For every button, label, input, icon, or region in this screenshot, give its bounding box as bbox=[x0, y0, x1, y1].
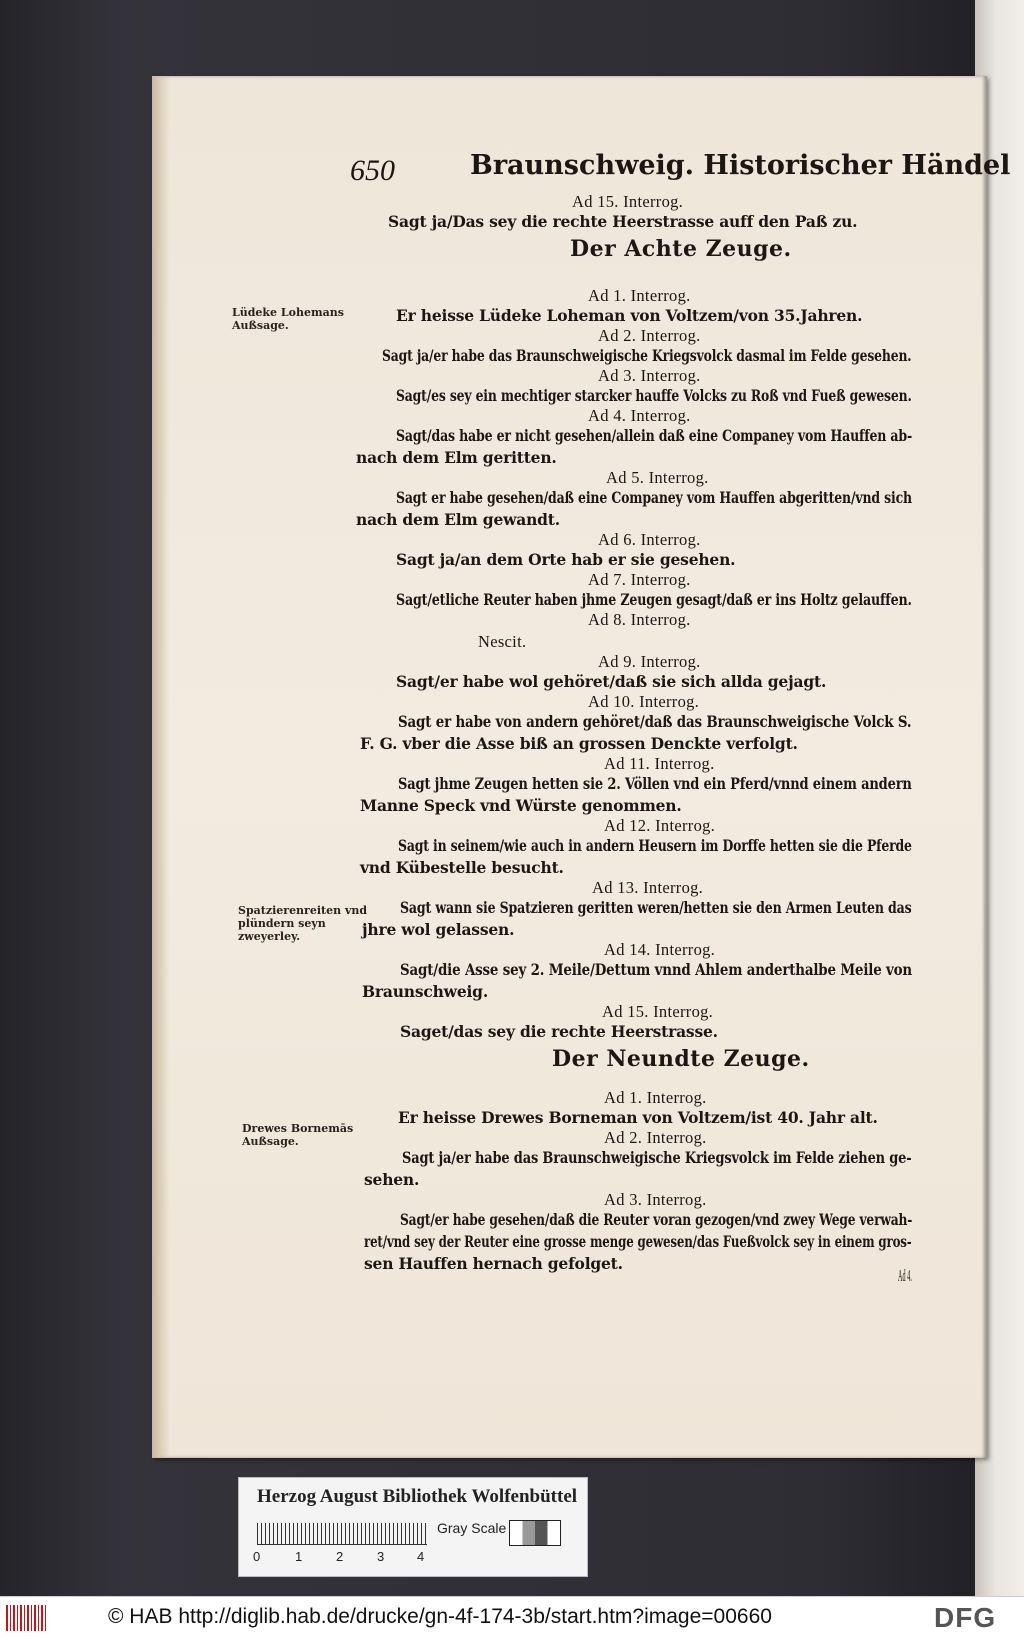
catchword: Ad 4. bbox=[898, 1266, 913, 1285]
body-line: Saget/das sey die rechte Heerstrasse. bbox=[400, 1022, 718, 1041]
body-line: sen Hauffen hernach gefolget. bbox=[364, 1254, 623, 1273]
body-line: Sagt jhme Zeugen hetten sie 2. Völlen vnd ein Pferd/vnnd einem andern bbox=[398, 774, 912, 793]
barcode-icon bbox=[6, 1605, 46, 1631]
body-line: Er heisse Lüdeke Loheman von Voltzem/von 35.Jahren. bbox=[396, 306, 863, 325]
body-line: Ad 13. Interrog. bbox=[592, 878, 704, 897]
book-page bbox=[152, 76, 1011, 1458]
ruler-tick: 1 bbox=[295, 1549, 303, 1564]
body-line: Ad 8. Interrog. bbox=[588, 610, 691, 629]
body-line: Ad 14. Interrog. bbox=[604, 940, 716, 959]
footer-bar bbox=[0, 1596, 1024, 1637]
ruler bbox=[257, 1523, 427, 1545]
ruler-tick: 4 bbox=[417, 1549, 425, 1564]
body-line: Sagt in seinem/wie auch in andern Heusern im Dorffe hetten sie die Pferde bbox=[398, 836, 912, 855]
body-line: Ad 1. Interrog. bbox=[588, 286, 691, 305]
section-heading: Der Neundte Zeuge. bbox=[552, 1046, 810, 1072]
ruler-tick: 2 bbox=[336, 1549, 344, 1564]
body-line: F. G. vber die Asse biß an grossen Denckte verfolgt. bbox=[360, 734, 798, 753]
dfg-logo: DFG bbox=[934, 1602, 997, 1633]
body-line: Sagt/er habe gesehen/daß die Reuter voran gezogen/vnd zwey Wege verwah- bbox=[400, 1210, 913, 1229]
body-line: Ad 3. Interrog. bbox=[598, 366, 701, 385]
body-line: Sagt ja/er habe das Braunschweigische Kriegsvolck dasmal im Felde gesehen. bbox=[382, 346, 912, 365]
body-line: Sagt ja/er habe das Braunschweigische Kriegsvolck im Felde ziehen ge- bbox=[402, 1148, 912, 1167]
section-heading: Der Achte Zeuge. bbox=[570, 236, 792, 262]
body-line: Er heisse Drewes Borneman von Voltzem/ist 40. Jahr alt. bbox=[398, 1108, 878, 1127]
body-line: Sagt er habe gesehen/daß eine Companey vom Hauffen abgeritten/vnd sich bbox=[396, 488, 912, 507]
gray-scale-swatch bbox=[509, 1520, 561, 1546]
body-line: Braunschweig. bbox=[362, 982, 489, 1001]
body-line: nach dem Elm geritten. bbox=[356, 448, 557, 467]
body-line: Ad 2. Interrog. bbox=[598, 326, 701, 345]
body-line: Ad 7. Interrog. bbox=[588, 570, 691, 589]
body-line: Ad 10. Interrog. bbox=[588, 692, 700, 711]
body-line: Ad 4. Interrog. bbox=[588, 406, 691, 425]
margin-note: Drewes Bornemās Außsage. bbox=[242, 1122, 354, 1148]
body-line: vnd Kübestelle besucht. bbox=[360, 858, 564, 877]
body-line: jhre wol gelassen. bbox=[362, 920, 515, 939]
scale-card bbox=[238, 1477, 588, 1577]
running-title: Braunschweig. Historischer Händel bbox=[470, 150, 1011, 181]
body-line: Nescit. bbox=[478, 632, 527, 651]
body-line: Sagt ja/an dem Orte hab er sie gesehen. bbox=[396, 550, 736, 569]
body-line: Ad 6. Interrog. bbox=[598, 530, 701, 549]
body-line: Sagt/er habe wol gehöret/daß sie sich allda gejagt. bbox=[396, 672, 827, 691]
body-line: Ad 15. Interrog. bbox=[602, 1002, 714, 1021]
card-title: Herzog August Bibliothek Wolfenbüttel bbox=[257, 1486, 578, 1507]
body-line: Ad 11. Interrog. bbox=[604, 754, 715, 773]
ruler-tick: 0 bbox=[253, 1549, 261, 1564]
body-line: ret/vnd sey der Reuter eine grosse menge gewesen/das Fueßvolck sey in einem gros- bbox=[364, 1232, 912, 1251]
body-line: Sagt er habe von andern gehöret/daß das Braunschweigische Volck S. bbox=[398, 712, 912, 731]
margin-note: Spatzierenreiten vnd plündern seyn zweyerley. bbox=[238, 904, 368, 943]
body-line: Ad 5. Interrog. bbox=[606, 468, 709, 487]
body-line: Ad 1. Interrog. bbox=[604, 1088, 707, 1107]
body-line: Ad 15. Interrog. bbox=[572, 192, 684, 211]
body-line: Ad 3. Interrog. bbox=[604, 1190, 707, 1209]
body-line: Sagt/es sey ein mechtiger starcker hauffe Volcks zu Roß vnd Fueß gewesen. bbox=[396, 386, 912, 405]
body-line: Sagt wann sie Spatzieren geritten weren/hetten sie den Armen Leuten das bbox=[400, 898, 912, 917]
gray-scale-label: Gray Scale bbox=[437, 1520, 507, 1536]
body-line: Sagt ja/Das sey die rechte Heerstrasse auff den Paß zu. bbox=[388, 212, 858, 231]
footer-url[interactable]: © HAB http://diglib.hab.de/drucke/gn-4f-174-3b/start.htm?image=00660 bbox=[108, 1605, 772, 1628]
body-line: Sagt/etliche Reuter haben jhme Zeugen gesagt/daß er ins Holtz gelauffen. bbox=[396, 590, 912, 609]
margin-note: Lüdeke Lohemans Außsage. bbox=[232, 306, 344, 332]
body-line: nach dem Elm gewandt. bbox=[356, 510, 560, 529]
body-line: Ad 12. Interrog. bbox=[604, 816, 716, 835]
body-line: Ad 2. Interrog. bbox=[604, 1128, 707, 1147]
body-line: Manne Speck vnd Würste genommen. bbox=[360, 796, 682, 815]
ruler-tick: 3 bbox=[377, 1549, 385, 1564]
body-line: Ad 9. Interrog. bbox=[598, 652, 701, 671]
body-line: sehen. bbox=[364, 1170, 420, 1189]
page-number: 650 bbox=[350, 154, 395, 187]
body-line: Sagt/die Asse sey 2. Meile/Dettum vnnd Ahlem anderthalbe Meile von bbox=[400, 960, 913, 979]
body-line: Sagt/das habe er nicht gesehen/allein daß eine Companey vom Hauffen ab- bbox=[396, 426, 913, 445]
